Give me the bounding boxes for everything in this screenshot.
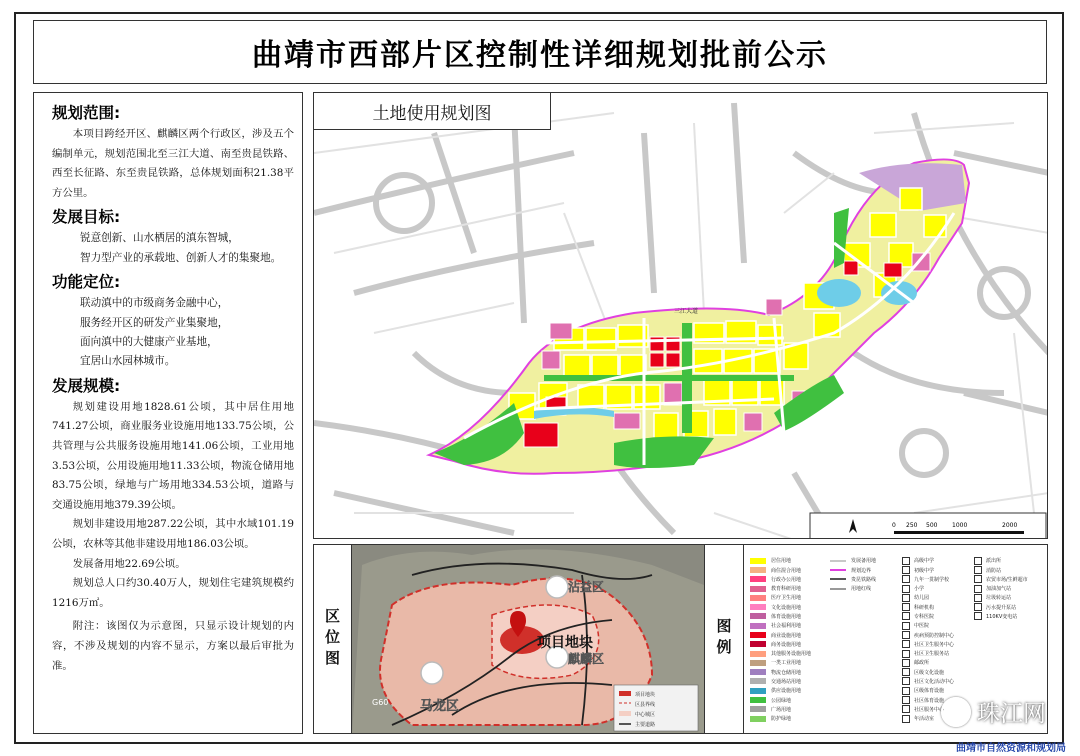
legend-item xyxy=(750,622,811,630)
legend-item xyxy=(750,715,811,723)
legend-item xyxy=(902,659,954,667)
legend-swatch xyxy=(750,716,766,722)
land-use-map[interactable] xyxy=(313,92,1048,539)
legend-item xyxy=(902,678,954,686)
legend-item xyxy=(902,603,954,611)
legend-item xyxy=(974,585,1028,593)
legend-swatch xyxy=(750,697,766,703)
legend-item-label: 供应设施用地 xyxy=(771,688,802,695)
legend-swatch xyxy=(750,567,766,573)
scale-tick: 1000 xyxy=(952,522,968,529)
legend-item-label: 农贸市场/生鲜超市 xyxy=(986,576,1028,583)
legend-item xyxy=(974,594,1028,602)
legend-item-label: 区级文化设施 xyxy=(914,669,945,676)
legend-item-label: 中医院 xyxy=(914,623,930,630)
facility-icon xyxy=(902,650,910,658)
legend-item-label: 公园绿地 xyxy=(771,697,792,704)
legend-item-label: 专科医院 xyxy=(914,613,935,620)
highway-label: G60 xyxy=(372,698,389,707)
road-label: 三江大道 xyxy=(674,308,699,315)
legend-swatch xyxy=(750,613,766,619)
facility-icon xyxy=(902,640,910,648)
facility-icon xyxy=(902,696,910,704)
location-label-box xyxy=(314,545,352,733)
scope-text: 本项目跨经开区、麒麟区两个行政区，涉及五个编制单元，规划范围北至三江大道、南至贵昆铁路、西至长征路、东至贵昆铁路，总体规划面积21.38平方公里。 xyxy=(52,128,294,199)
facility-icon xyxy=(974,566,982,574)
legend-item-label: 疾病预防控制中心 xyxy=(914,632,955,639)
legend-item-label: 污水提升泵站 xyxy=(986,604,1017,611)
legend-item-label: 交通场站用地 xyxy=(771,678,802,685)
location-legend-swatch xyxy=(619,711,631,716)
facility-icon xyxy=(902,687,910,695)
scale-heading: 发展规模: xyxy=(52,376,121,395)
legend-item-label: 其他服务设施用地 xyxy=(771,651,812,658)
facility-icon xyxy=(974,575,982,583)
legend-item-label: 物流仓储用地 xyxy=(771,669,802,676)
legend-item xyxy=(902,594,954,602)
legend-item-label: 加油加气站 xyxy=(986,586,1012,593)
legend-item xyxy=(902,622,954,630)
land-use-map-canvas xyxy=(314,93,1048,539)
project-label: 项目地块 xyxy=(537,635,593,651)
legend-item xyxy=(902,585,954,593)
location-legend-label: 项目地块 xyxy=(635,692,656,698)
legend-swatch xyxy=(750,632,766,638)
function-heading: 功能定位: xyxy=(52,273,121,292)
legend-swatch xyxy=(750,688,766,694)
legend-swatch xyxy=(750,651,766,657)
legend-item xyxy=(902,687,954,695)
legend-item-label: 一类工业用地 xyxy=(771,660,802,667)
legend-item xyxy=(830,566,876,574)
legend-item xyxy=(830,585,876,593)
scale-text: 规划非建设用地287.22公顷，其中水域101.19公顷，农林等其他非建设用地186.03公顷。 xyxy=(52,518,294,550)
legend-item-label: 文化设施用地 xyxy=(771,604,802,611)
facility-icon xyxy=(902,677,910,685)
goal-heading: 发展目标: xyxy=(52,208,121,227)
facility-legend-2 xyxy=(974,557,1028,622)
legend-item xyxy=(902,557,954,565)
watermark xyxy=(941,695,1046,728)
land-use-legend xyxy=(750,557,811,724)
facility-icon xyxy=(902,705,910,713)
legend-item xyxy=(902,668,954,676)
legend-line-swatch xyxy=(830,578,846,580)
bottom-panel xyxy=(313,544,1048,734)
legend-item-label: 用地红线 xyxy=(851,586,872,593)
legend-swatch xyxy=(750,678,766,684)
scope-heading: 规划范围: xyxy=(52,104,121,122)
legend-label: 图例 xyxy=(714,618,733,660)
legend-swatch xyxy=(750,558,766,564)
legend-swatch xyxy=(750,623,766,629)
legend-item xyxy=(750,659,811,667)
legend-line-swatch xyxy=(830,560,846,562)
facility-icon xyxy=(974,612,982,620)
legend-item-label: 社区服务中心 xyxy=(914,706,945,713)
scale-tick: 500 xyxy=(926,522,938,529)
legend-item xyxy=(750,668,811,676)
legend-item-label: 小学 xyxy=(914,586,925,593)
function-line: 服务经开区的研发产业集聚地， xyxy=(80,316,229,329)
legend-item-label: 规划边界 xyxy=(851,567,872,574)
legend-item-label: 九年一贯制学校 xyxy=(914,576,950,583)
legend-item-label: 高级中学 xyxy=(914,558,935,565)
location-legend-swatch xyxy=(619,691,631,696)
location-legend-label: 主要道路 xyxy=(635,722,656,728)
legend-item-label: 派出所 xyxy=(986,558,1002,565)
location-map-canvas xyxy=(352,545,704,734)
district-label: 沾益区 xyxy=(568,580,605,594)
scale-tick: 250 xyxy=(906,522,918,529)
location-label: 区位图 xyxy=(323,607,341,671)
map-title: 土地使用规划图 xyxy=(314,93,551,130)
function-line: 联动滇中的市级商务金融中心， xyxy=(80,297,229,310)
description-panel xyxy=(33,92,303,734)
legend-item-label: 商住混合用地 xyxy=(771,567,802,574)
legend-item-label: 年活动室 xyxy=(914,716,935,723)
legend-swatch xyxy=(750,660,766,666)
location-legend-label: 区县界线 xyxy=(635,702,656,708)
page-title: 曲靖市西部片区控制性详细规划批前公示 xyxy=(252,38,828,73)
facility-icon xyxy=(902,622,910,630)
goal-line: 锐意创新、山水栖居的滇东智城， xyxy=(80,232,239,245)
scale-bar xyxy=(894,531,1024,534)
district-label: 马龙区 xyxy=(420,699,460,714)
legend-item-label: 社区体育设施 xyxy=(914,697,945,704)
legend-item-label: 行政办公用地 xyxy=(771,576,802,583)
legend-item-label: 医疗卫生用地 xyxy=(771,595,802,602)
legend-item xyxy=(750,613,811,621)
legend-item xyxy=(830,576,876,584)
facility-icon xyxy=(974,557,982,565)
legend-item-label: 幼儿园 xyxy=(914,595,930,602)
legend-item-label: 消防站 xyxy=(986,567,1002,574)
legend-item-label: 初级中学 xyxy=(914,567,935,574)
footer-credit: 曲靖市自然资源和规划局 xyxy=(956,743,1066,754)
legend-item xyxy=(750,650,811,658)
legend-item xyxy=(750,603,811,611)
watermark-text: 珠江网 xyxy=(977,701,1046,727)
legend-label-box xyxy=(704,545,744,733)
legend-item xyxy=(902,576,954,584)
map-scale-panel xyxy=(810,513,1046,539)
legend-swatch xyxy=(750,576,766,582)
facility-icon xyxy=(974,603,982,611)
legend-item xyxy=(974,566,1028,574)
facility-icon xyxy=(902,612,910,620)
facility-icon xyxy=(902,557,910,565)
legend-item-label: 发展备用地 xyxy=(851,558,877,565)
legend-item-label: 社区卫生服务中心 xyxy=(914,641,955,648)
legend-item-label: 防护绿地 xyxy=(771,716,792,723)
facility-icon xyxy=(902,594,910,602)
legend-item xyxy=(750,687,811,695)
facility-icon xyxy=(974,585,982,593)
legend-item xyxy=(974,603,1028,611)
facility-icon xyxy=(902,659,910,667)
legend-item xyxy=(750,696,811,704)
legend-item xyxy=(750,557,811,565)
note-text: 附注：该图仅为示意图，只显示设计规划的内容，不涉及规划的内容不显示，方案以最后审批为准。 xyxy=(52,620,294,672)
legend-item xyxy=(750,585,811,593)
district-label: 麒麟区 xyxy=(568,652,605,666)
legend-swatch xyxy=(750,706,766,712)
legend-item-label: 社会福利用地 xyxy=(771,623,802,630)
legend-item-label: 社区文化活动中心 xyxy=(914,678,955,685)
legend-item xyxy=(902,566,954,574)
legend-item-label: 教育科研用地 xyxy=(771,586,802,593)
function-line: 宜居山水园林城市。 xyxy=(80,355,176,368)
legend-item-label: 商务设施用地 xyxy=(771,641,802,648)
legend-item xyxy=(902,650,954,658)
scale-tick: 0 xyxy=(892,522,896,529)
legend-line-swatch xyxy=(830,588,846,590)
legend-item xyxy=(974,576,1028,584)
legend-item xyxy=(750,576,811,584)
legend-item-label: 科研机构 xyxy=(914,604,935,611)
location-legend-label: 中心城区 xyxy=(635,712,656,718)
legend-item-label: 区级体育设施 xyxy=(914,688,945,695)
legend-item xyxy=(902,631,954,639)
legend-swatch xyxy=(750,595,766,601)
scale-tick: 2000 xyxy=(1002,522,1018,529)
facility-icon xyxy=(902,566,910,574)
facility-icon xyxy=(902,631,910,639)
legend-item-label: 商业设施用地 xyxy=(771,632,802,639)
facility-icon xyxy=(902,603,910,611)
scale-text: 发展备用地22.69公顷。 xyxy=(72,557,186,570)
legend-item-label: 体育设施用地 xyxy=(771,613,802,620)
legend-swatch xyxy=(750,641,766,647)
legend-swatch xyxy=(750,604,766,610)
legend-item xyxy=(830,557,876,565)
facility-icon xyxy=(902,668,910,676)
facility-icon xyxy=(902,575,910,583)
legend-item xyxy=(750,706,811,714)
scale-text: 规划建设用地1828.61公顷，其中居住用地741.27公顷，商业服务业设施用地133.75公顷，公共管理与公共服务设施用地141.06公顷，工业用地3.53公顷，公用设施用地11.33公顷，物流仓储用地83.75公顷，绿地与广场用地334.53公顷，道路与交通设施用地379.39公顷。 xyxy=(52,400,294,511)
legend-item-label: 贵昆铁路线 xyxy=(851,576,877,583)
goal-line: 智力型产业的承载地、创新人才的集聚地。 xyxy=(80,251,282,264)
legend-item-label: 居住用地 xyxy=(771,558,792,565)
facility-icon xyxy=(974,594,982,602)
legend-line-swatch xyxy=(830,569,846,571)
legend-swatch xyxy=(750,586,766,592)
location-map[interactable] xyxy=(352,545,704,733)
legend-item-label: 广场用地 xyxy=(771,706,792,713)
facility-icon xyxy=(902,585,910,593)
legend-item xyxy=(902,613,954,621)
legend-item-label: 社区卫生服务站 xyxy=(914,651,950,658)
chat-bubble-icon xyxy=(941,697,971,727)
legend-item xyxy=(974,613,1028,621)
legend-item xyxy=(974,557,1028,565)
facility-icon xyxy=(902,715,910,723)
title-banner xyxy=(33,20,1047,84)
line-legend xyxy=(830,557,876,594)
legend-item xyxy=(750,594,811,602)
legend-item-label: 邮政所 xyxy=(914,660,930,667)
legend-item xyxy=(750,631,811,639)
legend-item-label: 垃圾转运站 xyxy=(986,595,1012,602)
legend-item xyxy=(750,566,811,574)
scale-text: 规划总人口约30.40万人，规划住宅建筑规模约1216万㎡。 xyxy=(52,577,294,609)
legend-swatch xyxy=(750,669,766,675)
legend-item xyxy=(750,678,811,686)
legend-item-label: 110KV变电站 xyxy=(986,613,1018,620)
legend-item xyxy=(750,641,811,649)
function-line: 面向滇中的大健康产业基地， xyxy=(80,336,218,348)
legend-item xyxy=(902,641,954,649)
